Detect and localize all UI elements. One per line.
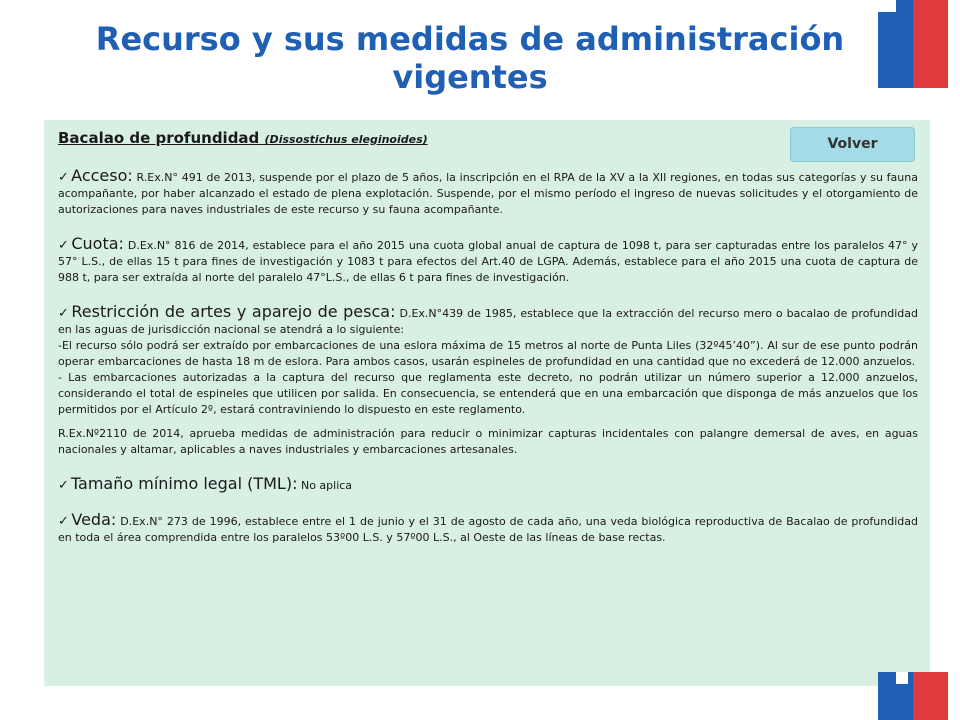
veda-label: Veda:: [71, 510, 117, 529]
tml-text: No aplica: [300, 479, 353, 492]
acceso-text: R.Ex.N° 491 de 2013, suspende por el plazo de 5 años, la inscripción en el RPA de la XV a la XII regiones, en todas sus categorías y su fauna acompañante, por haber alcanzado el estado de plena explotación. Suspende, por el mismo período el ingreso de nuevas solicitudes y el otorgamiento de autorizaciones para naves industriales de este recurso y su fauna acompañante.: [58, 171, 918, 216]
tml-label: Tamaño mínimo legal (TML):: [70, 474, 298, 493]
resource-name: Bacalao de profundidad: [58, 129, 260, 147]
veda-text: D.Ex.N° 273 de 1996, establece entre el 1 de junio y el 31 de agosto de cada año, una veda biológica reproductiva de Bacalao de profundidad en toda el área comprendida entre los paralelos 53º00 L.S. y 57º00 L.S., al Oeste de las líneas de base rectas.: [58, 515, 918, 544]
content-panel: [44, 120, 930, 686]
checkmark-icon: ✓: [58, 478, 69, 493]
acceso-section: [58, 168, 918, 218]
restriccion-section: [58, 304, 918, 458]
checkmark-icon: ✓: [58, 170, 70, 185]
cuota-label: Cuota:: [71, 234, 124, 253]
restriccion-point-1: -El recurso sólo podrá ser extraído por embarcaciones de una eslora máxima de 15 metros al norte de Punta Liles (32º45’40”). Al sur de ese punto podrán operar embarcaciones de hasta 18 m de eslora. Para ambos casos, usarán espineles de profundidad en una cantidad que no excederá de 12.000 anzuelos.: [58, 339, 918, 368]
cuota-section: [58, 236, 918, 286]
tml-section: [58, 476, 918, 494]
resource-scientific-name: (Dissostichus eleginoides): [264, 133, 428, 146]
acceso-label: Acceso:: [71, 166, 133, 185]
checkmark-icon: ✓: [58, 306, 70, 321]
restriccion-extra: R.Ex.Nº2110 de 2014, aprueba medidas de administración para reducir o minimizar capturas incidentales con palangre demersal de aves, en aguas nacionales y altamar, aplicables a naves industriales y embarcaciones artesanales.: [58, 427, 918, 456]
flag-decoration-top: [878, 0, 948, 88]
flag-decoration-bottom: [878, 672, 948, 720]
veda-section: [58, 512, 918, 546]
volver-button[interactable]: Volver: [790, 127, 915, 162]
restriccion-point-2: - Las embarcaciones autorizadas a la captura del recurso que reglamenta este decreto, no podrán utilizar un número superior a 12.000 anzuelos, considerando el total de espineles que utilicen por salida. En consecuencia, se entenderá que en una embarcación que disponga de más anzuelos que los permitidos por el Artículo 2º, estará contraviniendo lo dispuesto en este reglamento.: [58, 371, 918, 416]
cuota-text: D.Ex.N° 816 de 2014, establece para el año 2015 una cuota global anual de captura de 1098 t, para ser capturadas entre los paralelos 47° y 57° L.S., de ellas 15 t para fines de investigación y 1083 t para efectos del Art.40 de LGPA. Además, establece para el año 2015 una cuota de captura de 988 t, para ser extraída al norte del paralelo 47°L.S., de ellas 6 t para fines de investigación.: [58, 239, 919, 284]
page-title: Recurso y sus medidas de administración vigentes: [95, 20, 845, 96]
restriccion-label: Restricción de artes y aparejo de pesca:: [71, 302, 396, 321]
checkmark-icon: ✓: [58, 514, 70, 529]
resource-heading: [58, 128, 918, 150]
restriccion-text: D.Ex.N°439 de 1985, establece que la extracción del recurso mero o bacalao de profundidad en las aguas de jurisdicción nacional se atendrá a lo siguiente:: [58, 307, 918, 336]
checkmark-icon: ✓: [58, 238, 70, 253]
